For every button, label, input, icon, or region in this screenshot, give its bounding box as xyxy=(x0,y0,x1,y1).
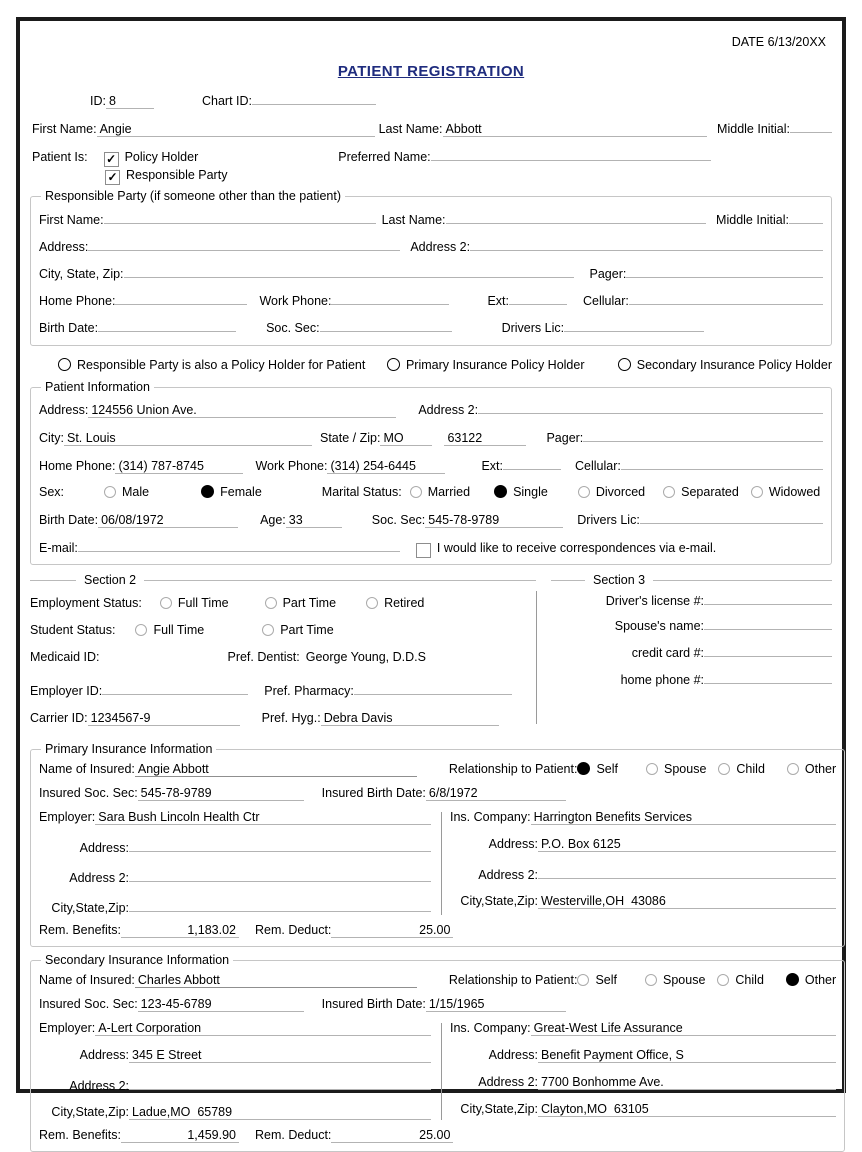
rp-soc-sec-label: Soc. Sec: xyxy=(266,321,320,335)
p-rel-child-radio[interactable] xyxy=(718,763,730,775)
s-rel-child-radio[interactable] xyxy=(717,974,729,986)
carrier-id-label: Carrier ID: xyxy=(30,711,88,725)
sex-male-radio[interactable] xyxy=(104,486,116,498)
preferred-name-label: Preferred Name: xyxy=(338,150,431,164)
s-rem-deduct-field[interactable]: 25.00 xyxy=(331,1128,453,1143)
s-r-address2-field[interactable]: 7700 Bonhomme Ave. xyxy=(538,1075,836,1090)
rp-middle-initial-field[interactable] xyxy=(789,209,823,224)
rp-work-phone-field[interactable] xyxy=(331,290,449,305)
p-rel-spouse-radio[interactable] xyxy=(646,763,658,775)
s-r-csz-label: City,State,Zip: xyxy=(460,1102,538,1116)
employment-status-label: Employment Status: xyxy=(30,596,142,610)
rp-policy-holder-radio[interactable] xyxy=(58,358,71,371)
pi-email-field[interactable] xyxy=(78,537,400,552)
employer-id-field[interactable] xyxy=(102,680,248,695)
patient-registration-form xyxy=(16,17,846,1142)
date-stamp: DATE 6/13/20XX xyxy=(731,35,826,49)
rp-drivers-lic-label: Drivers Lic: xyxy=(501,321,565,335)
p-l-csz-field[interactable] xyxy=(129,897,431,912)
student-status-label: Student Status: xyxy=(30,623,116,637)
marital-widowed-label: Widowed xyxy=(768,485,821,499)
pi-sex-label: Sex: xyxy=(39,485,65,499)
marital-separated-radio[interactable] xyxy=(663,486,675,498)
s-relationship-label: Relationship to Patient: xyxy=(448,973,578,987)
rp-soc-sec-field[interactable] xyxy=(320,317,452,332)
employment-retired-radio[interactable] xyxy=(366,597,378,609)
first-name-label: First Name: xyxy=(32,122,97,136)
sex-male-label: Male xyxy=(122,485,150,499)
pi-marital-label: Marital Status: xyxy=(321,485,402,499)
p-employer-field[interactable]: Sara Bush Lincoln Health Ctr xyxy=(95,810,431,825)
employment-retired-label: Retired xyxy=(384,596,425,610)
rp-last-name-field[interactable] xyxy=(446,209,707,224)
s-rem-benefits-field[interactable]: 1,459.90 xyxy=(121,1128,239,1143)
secondary-policy-holder-radio-label: Secondary Insurance Policy Holder xyxy=(636,358,832,372)
id-label: ID: xyxy=(90,94,106,108)
secondary-policy-holder-radio[interactable] xyxy=(618,358,631,371)
s-insured-label: Name of Insured: xyxy=(39,973,135,987)
pi-cellular-field[interactable] xyxy=(621,455,823,470)
employment-part-time-radio[interactable] xyxy=(265,597,277,609)
pi-zip-field[interactable]: 63122 xyxy=(444,431,526,446)
divider xyxy=(551,580,585,581)
sex-female-radio[interactable] xyxy=(201,485,214,498)
p-insured-bdate-field[interactable]: 6/8/1972 xyxy=(426,786,566,801)
student-part-time-radio[interactable] xyxy=(262,624,274,636)
primary-insurance-legend: Primary Insurance Information xyxy=(45,742,213,756)
pi-birth-date-label: Birth Date: xyxy=(39,513,99,527)
pref-pharmacy-field[interactable] xyxy=(354,680,512,695)
s-rem-deduct-label: Rem. Deduct: xyxy=(254,1128,332,1142)
s-r-address-label: Address: xyxy=(488,1048,538,1062)
pi-address-label: Address: xyxy=(39,403,89,417)
middle-initial-field[interactable] xyxy=(790,118,832,133)
primary-policy-holder-radio-label: Primary Insurance Policy Holder xyxy=(405,358,585,372)
responsible-party-legend: Responsible Party (if someone other than the patient) xyxy=(45,189,342,203)
s-rel-other-radio[interactable] xyxy=(786,973,799,986)
policy-holder-label: Policy Holder xyxy=(124,150,199,164)
pi-address-field[interactable]: 124556 Union Ave. xyxy=(88,403,396,418)
s3-spouse-name-label: Spouse's name: xyxy=(614,619,704,633)
p-rel-self-radio[interactable] xyxy=(577,762,590,775)
p-rel-other-radio[interactable] xyxy=(787,763,799,775)
p-rem-deduct-label: Rem. Deduct: xyxy=(254,923,332,937)
pref-dentist-field[interactable]: George Young, D.D.S xyxy=(305,650,426,664)
p-l-address2-field[interactable] xyxy=(129,867,431,882)
s-r-csz-field[interactable]: Clayton,MO 63105 xyxy=(538,1102,836,1117)
marital-divorced-label: Divorced xyxy=(595,485,646,499)
patient-is-label: Patient Is: xyxy=(32,150,88,164)
marital-widowed-radio[interactable] xyxy=(751,486,763,498)
rp-cellular-field[interactable] xyxy=(629,290,823,305)
pi-address2-field[interactable] xyxy=(478,399,823,414)
s-insured-bdate-field[interactable]: 1/15/1965 xyxy=(426,997,566,1012)
pi-city-label: City: xyxy=(39,431,64,445)
rp-birth-date-label: Birth Date: xyxy=(39,321,99,335)
student-full-time-label: Full Time xyxy=(153,623,205,637)
patient-information-section xyxy=(30,380,832,565)
p-r-address-label: Address: xyxy=(488,837,538,851)
p-insured-label: Name of Insured: xyxy=(39,762,135,776)
pi-work-phone-field[interactable]: (314) 254-6445 xyxy=(327,459,445,474)
responsible-party-checkbox[interactable] xyxy=(105,170,120,185)
rp-policy-holder-radio-label: Responsible Party is also a Policy Holder for Patient xyxy=(77,358,366,372)
pi-state-field[interactable]: MO xyxy=(380,431,432,446)
secondary-insurance-section xyxy=(30,953,845,1152)
pi-age-field[interactable]: 33 xyxy=(286,513,342,528)
divider xyxy=(144,580,536,581)
responsible-party-label: Responsible Party xyxy=(126,168,228,182)
s3-spouse-name-field[interactable] xyxy=(704,615,832,630)
check-icon: ✓ xyxy=(107,170,118,184)
pi-age-label: Age: xyxy=(260,513,286,527)
p-l-csz-label: City,State,Zip: xyxy=(51,901,129,915)
s-rel-spouse-radio[interactable] xyxy=(645,974,657,986)
rp-work-phone-label: Work Phone: xyxy=(259,294,332,308)
pi-home-phone-label: Home Phone: xyxy=(39,459,116,473)
marital-single-label: Single xyxy=(513,485,548,499)
section-2 xyxy=(30,573,536,726)
pi-state-zip-label: State / Zip: xyxy=(320,431,381,445)
s-ins-company-label: Ins. Company: xyxy=(450,1021,531,1035)
p-r-address2-label: Address 2: xyxy=(478,868,538,882)
s-l-csz-label: City,State,Zip: xyxy=(51,1105,129,1119)
rp-birth-date-field[interactable] xyxy=(98,317,236,332)
insurance-divider xyxy=(441,1023,442,1120)
patient-information-legend: Patient Information xyxy=(45,380,150,394)
p-r-address2-field[interactable] xyxy=(538,864,836,879)
s-rel-self-radio[interactable] xyxy=(577,974,589,986)
rp-last-name-label: Last Name: xyxy=(381,213,446,227)
check-icon: ✓ xyxy=(106,152,117,166)
p-insured-ss-field[interactable]: 545-78-9789 xyxy=(138,786,304,801)
rp-csz-label: City, State, Zip: xyxy=(39,267,124,281)
rp-address2-field[interactable] xyxy=(470,236,823,251)
s-rel-spouse-label: Spouse xyxy=(663,973,706,987)
p-rem-benefits-field[interactable]: 1,183.02 xyxy=(121,923,239,938)
rp-pager-field[interactable] xyxy=(626,263,823,278)
p-rem-deduct-field[interactable]: 25.00 xyxy=(331,923,453,938)
pref-dentist-label: Pref. Dentist: xyxy=(227,650,300,664)
pi-drivers-lic-field[interactable] xyxy=(640,509,823,524)
p-rel-child-label: Child xyxy=(736,762,765,776)
p-l-address-label: Address: xyxy=(79,841,129,855)
p-ins-company-field[interactable]: Harrington Benefits Services xyxy=(531,810,837,825)
pi-pager-field[interactable] xyxy=(583,427,823,442)
rp-first-name-label: First Name: xyxy=(39,213,104,227)
primary-insurance-section xyxy=(30,742,845,947)
s-employer-label: Employer: xyxy=(39,1021,96,1035)
p-ins-company-label: Ins. Company: xyxy=(450,810,531,824)
s-l-address2-field[interactable] xyxy=(129,1075,431,1090)
responsible-party-section xyxy=(30,189,832,346)
marital-married-radio[interactable] xyxy=(410,486,422,498)
pi-birth-date-field[interactable]: 06/08/1972 xyxy=(98,513,238,528)
student-full-time-radio[interactable] xyxy=(135,624,147,636)
s-r-address-field[interactable]: Benefit Payment Office, S xyxy=(538,1048,836,1063)
pi-work-phone-label: Work Phone: xyxy=(255,459,328,473)
divider xyxy=(653,580,832,581)
s-l-address-field[interactable]: 345 E Street xyxy=(129,1048,431,1063)
s-insured-bdate-label: Insured Birth Date: xyxy=(321,997,426,1011)
s3-home-phone-field[interactable] xyxy=(704,669,832,684)
policy-holder-checkbox[interactable] xyxy=(104,152,119,167)
rp-home-phone-field[interactable] xyxy=(115,290,247,305)
employment-part-time-label: Part Time xyxy=(282,596,337,610)
section-3-title: Section 3 xyxy=(593,573,646,587)
rp-address-field[interactable] xyxy=(88,236,400,251)
s3-drivers-license-field[interactable] xyxy=(704,590,832,605)
employment-full-time-label: Full Time xyxy=(177,596,229,610)
p-r-csz-label: City,State,Zip: xyxy=(460,894,538,908)
sex-female-label: Female xyxy=(220,485,262,499)
pi-soc-sec-label: Soc. Sec: xyxy=(371,513,426,527)
divider xyxy=(30,580,76,581)
p-rel-self-label: Self xyxy=(596,762,618,776)
pref-hyg-label: Pref. Hyg.: xyxy=(261,711,321,725)
s-insured-field[interactable]: Charles Abbott xyxy=(135,973,417,988)
carrier-id-field[interactable]: 1234567-9 xyxy=(88,711,240,726)
pi-drivers-lic-label: Drivers Lic: xyxy=(577,513,640,527)
rp-middle-initial-label: Middle Initial: xyxy=(716,213,789,227)
s-l-csz-field[interactable]: Ladue,MO 65789 xyxy=(129,1105,431,1120)
s3-home-phone-label: home phone #: xyxy=(620,673,704,687)
rp-csz-field[interactable] xyxy=(124,263,574,278)
s-insured-ss-field[interactable]: 123-45-6789 xyxy=(138,997,304,1012)
p-insured-field[interactable]: Angie Abbott xyxy=(135,762,417,777)
pi-address2-label: Address 2: xyxy=(418,403,479,417)
p-employer-label: Employer: xyxy=(39,810,96,824)
s3-credit-card-label: credit card #: xyxy=(631,646,704,660)
rp-first-name-field[interactable] xyxy=(104,209,376,224)
marital-married-label: Married xyxy=(427,485,471,499)
s-l-address-label: Address: xyxy=(79,1048,129,1062)
pi-pager-label: Pager: xyxy=(546,431,584,445)
p-r-csz-field[interactable]: Westerville,OH 43086 xyxy=(538,894,836,909)
pi-ext-field[interactable] xyxy=(503,455,561,470)
pi-home-phone-field[interactable]: (314) 787-8745 xyxy=(115,459,243,474)
s3-credit-card-field[interactable] xyxy=(704,642,832,657)
rp-address2-label: Address 2: xyxy=(410,240,471,254)
pi-email-label: E-mail: xyxy=(39,541,78,555)
rp-ext-label: Ext: xyxy=(487,294,510,308)
s3-drivers-license-label: Driver's license #: xyxy=(605,594,704,608)
page-title: PATIENT REGISTRATION xyxy=(337,63,525,80)
medicaid-id-label: Medicaid ID: xyxy=(30,650,100,664)
employment-full-time-radio[interactable] xyxy=(160,597,172,609)
chart-id-label: Chart ID: xyxy=(201,94,252,108)
p-r-address-field[interactable]: P.O. Box 6125 xyxy=(538,837,836,852)
p-rem-benefits-label: Rem. Benefits: xyxy=(39,923,121,937)
p-insured-bdate-label: Insured Birth Date: xyxy=(321,786,426,800)
p-relationship-label: Relationship to Patient: xyxy=(448,762,578,776)
marital-separated-label: Separated xyxy=(681,485,739,499)
s-rel-child-label: Child xyxy=(735,973,764,987)
pi-cellular-label: Cellular: xyxy=(575,459,621,473)
s-rel-other-label: Other xyxy=(804,973,837,987)
s-ins-company-field[interactable]: Great-West Life Assurance xyxy=(531,1021,837,1036)
p-rel-spouse-label: Spouse xyxy=(664,762,707,776)
middle-initial-label: Middle Initial: xyxy=(717,122,790,136)
secondary-insurance-legend: Secondary Insurance Information xyxy=(45,953,230,967)
section-3 xyxy=(537,573,832,726)
rp-ext-field[interactable] xyxy=(509,290,567,305)
rp-pager-label: Pager: xyxy=(589,267,627,281)
s-rem-benefits-label: Rem. Benefits: xyxy=(39,1128,121,1142)
p-l-address2-label: Address 2: xyxy=(69,871,129,885)
email-optin-checkbox[interactable] xyxy=(416,543,431,558)
primary-policy-holder-radio[interactable] xyxy=(387,358,400,371)
rp-cellular-label: Cellular: xyxy=(583,294,629,308)
s-employer-field[interactable]: A-Lert Corporation xyxy=(95,1021,431,1036)
s-rel-self-label: Self xyxy=(595,973,617,987)
p-rel-other-label: Other xyxy=(804,762,837,776)
rp-drivers-lic-field[interactable] xyxy=(564,317,704,332)
pref-pharmacy-label: Pref. Pharmacy: xyxy=(264,684,354,698)
section-2-title: Section 2 xyxy=(84,573,137,587)
s-l-address2-label: Address 2: xyxy=(69,1079,129,1093)
email-optin-label: I would like to receive correspondences via e-mail. xyxy=(436,541,717,555)
student-part-time-label: Part Time xyxy=(280,623,334,637)
pi-city-field[interactable]: St. Louis xyxy=(64,431,312,446)
chart-id-field[interactable] xyxy=(252,90,376,105)
rp-address-label: Address: xyxy=(39,240,89,254)
last-name-label: Last Name: xyxy=(378,122,443,136)
pref-hyg-field[interactable]: Debra Davis xyxy=(321,711,499,726)
marital-divorced-radio[interactable] xyxy=(578,486,590,498)
insurance-divider xyxy=(441,812,442,915)
first-name-field[interactable]: Angie xyxy=(97,122,375,137)
s-r-address2-label: Address 2: xyxy=(478,1075,538,1089)
preferred-name-field[interactable] xyxy=(431,146,711,161)
p-insured-ss-label: Insured Soc. Sec: xyxy=(39,786,138,800)
marital-single-radio[interactable] xyxy=(494,485,507,498)
id-field[interactable]: 8 xyxy=(106,94,154,109)
last-name-field[interactable]: Abbott xyxy=(443,122,708,137)
p-l-address-field[interactable] xyxy=(129,837,431,852)
rp-home-phone-label: Home Phone: xyxy=(39,294,116,308)
employer-id-label: Employer ID: xyxy=(30,684,103,698)
pi-ext-label: Ext: xyxy=(481,459,504,473)
s-insured-ss-label: Insured Soc. Sec: xyxy=(39,997,138,1011)
pi-soc-sec-field[interactable]: 545-78-9789 xyxy=(425,513,563,528)
